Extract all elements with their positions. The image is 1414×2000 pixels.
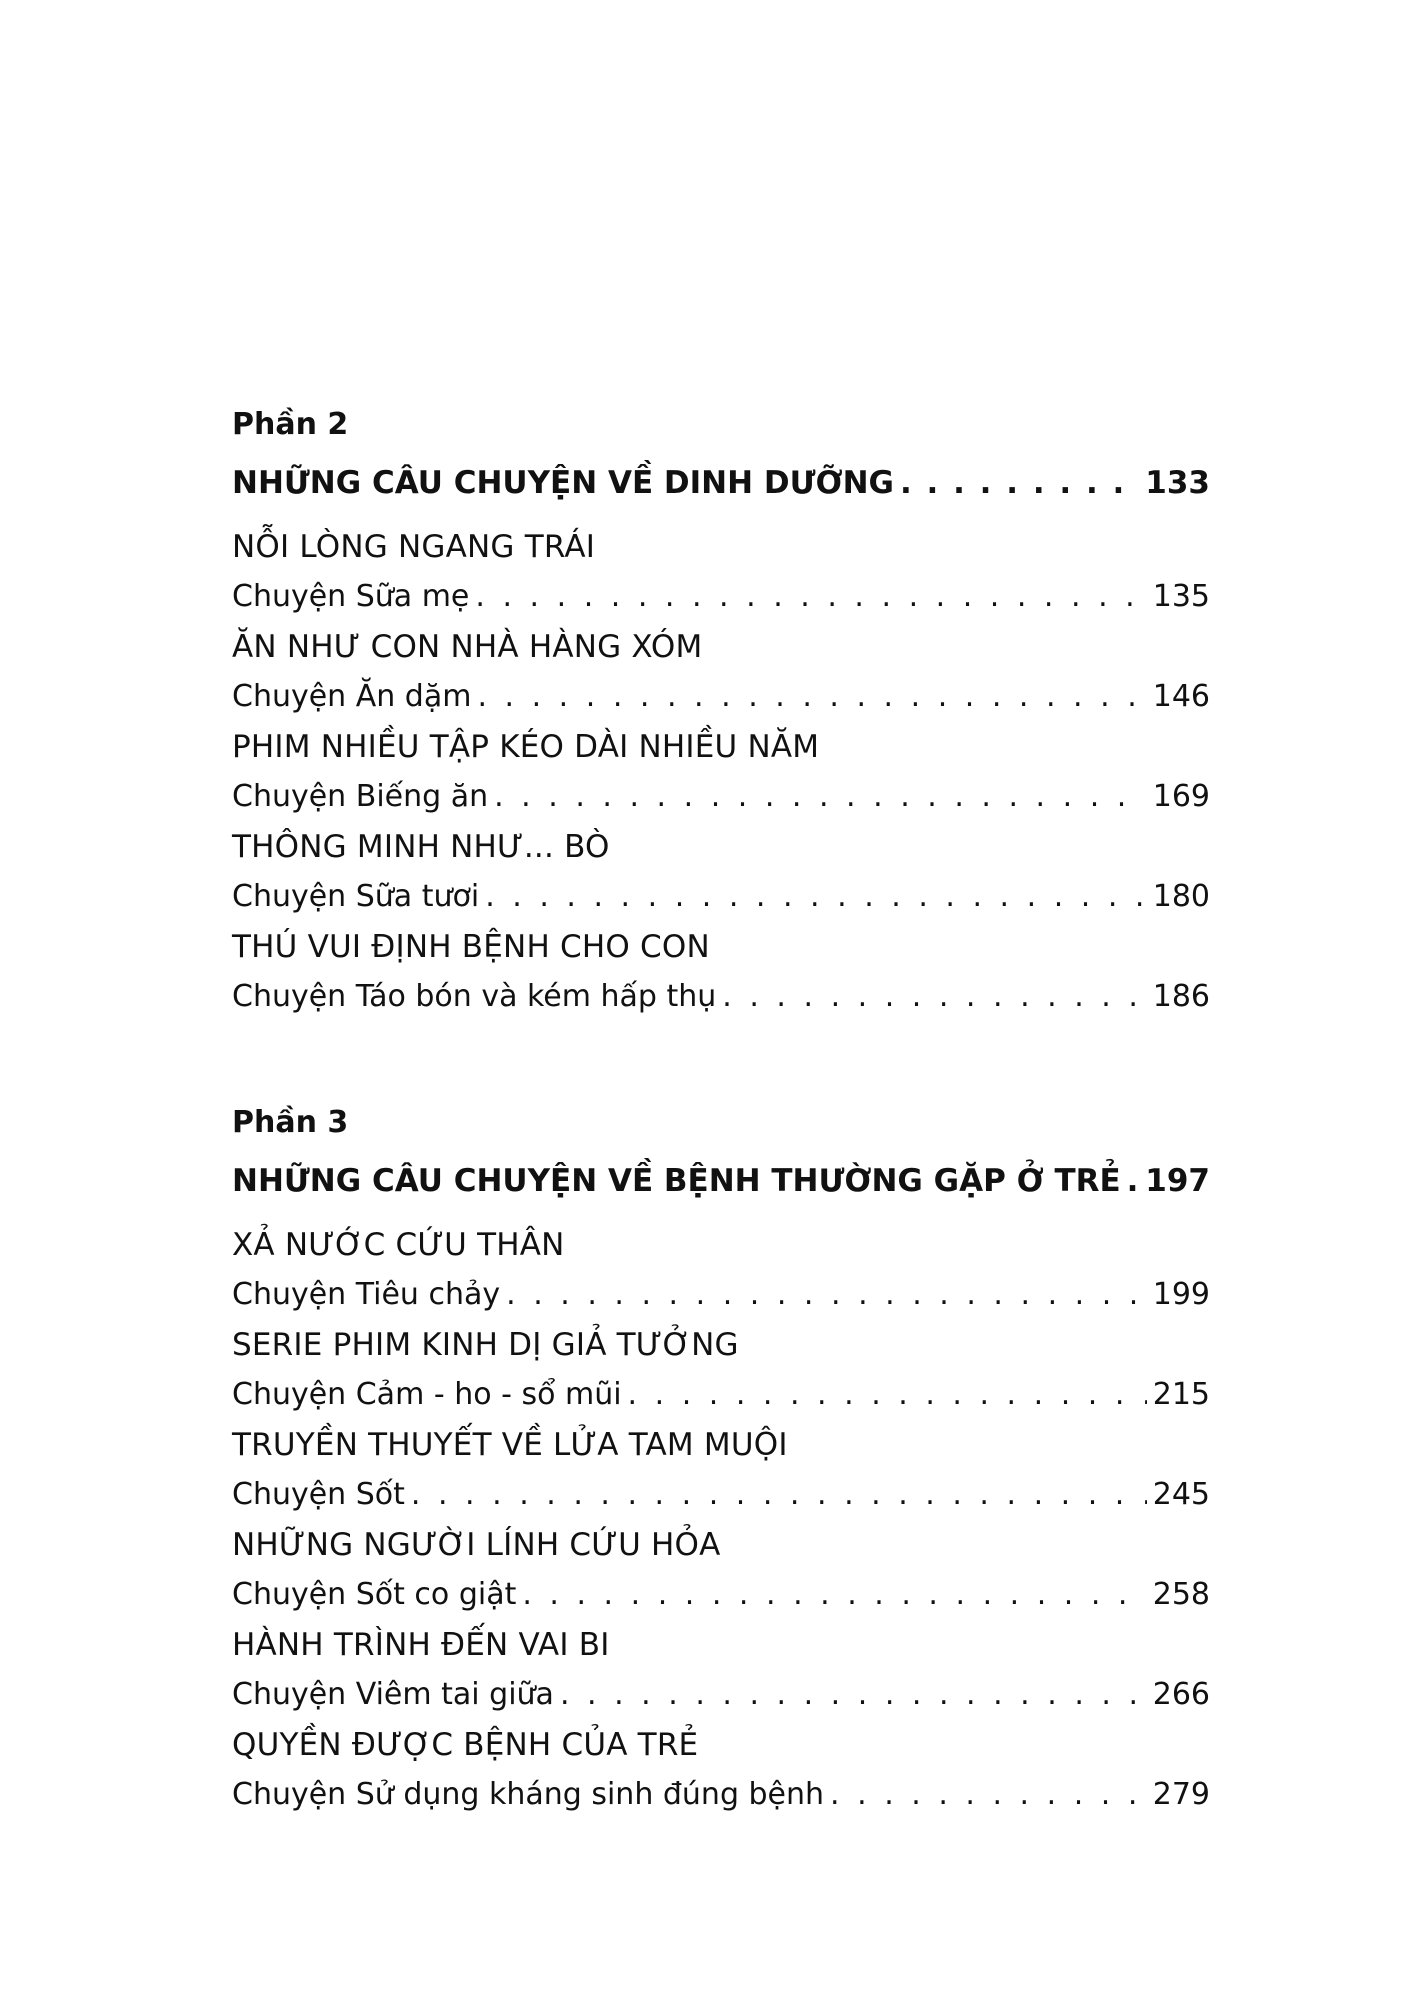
dot-leader (522, 1570, 1146, 1620)
page-number: 180 (1152, 879, 1210, 914)
dot-leader (506, 1270, 1147, 1320)
chapter-entry-row (232, 1470, 1210, 1520)
dot-leader (411, 1470, 1147, 1520)
chapter-title: THÚ VUI ĐỊNH BỆNH CHO CON (232, 929, 710, 965)
chapter-entry-row (232, 972, 1210, 1022)
chapter-title: HÀNH TRÌNH ĐẾN VAI BI (232, 1627, 610, 1663)
part-2-section (232, 406, 1210, 1022)
chapter-entry-row (232, 1370, 1210, 1420)
chapter-entry-row (232, 1270, 1210, 1320)
chapter-entry-row (232, 1770, 1210, 1820)
dot-leader (494, 772, 1147, 822)
part-label: Phần 3 (232, 1105, 349, 1140)
chapter-subtitle: Chuyện Sữa mẹ (232, 579, 470, 614)
page-number: 199 (1152, 1277, 1210, 1312)
chapter-title: XẢ NƯỚC CỨU THÂN (232, 1227, 565, 1263)
chapter-subtitle: Chuyện Sốt (232, 1477, 405, 1512)
chapter-subtitle: Chuyện Táo bón và kém hấp thụ (232, 979, 717, 1014)
chapter-subtitle: Chuyện Cảm - ho - sổ mũi (232, 1377, 622, 1412)
page-number: 266 (1152, 1677, 1210, 1712)
chapter-title: THÔNG MINH NHƯ... BÒ (232, 829, 610, 865)
dot-leader (900, 458, 1139, 508)
dot-leader (485, 872, 1147, 922)
part-title-row (232, 1156, 1210, 1206)
chapter-entry-row (232, 872, 1210, 922)
chapter-entry-row (232, 1570, 1210, 1620)
page-number: 279 (1152, 1777, 1210, 1812)
dot-leader (477, 672, 1146, 722)
page-number: 258 (1152, 1577, 1210, 1612)
page-number: 169 (1152, 779, 1210, 814)
chapter-subtitle: Chuyện Biếng ăn (232, 779, 489, 814)
chapter-subtitle: Chuyện Ăn dặm (232, 679, 472, 714)
page-number: 245 (1152, 1477, 1210, 1512)
chapter-entry-row (232, 572, 1210, 622)
dot-leader (1127, 1156, 1140, 1206)
chapter-title: SERIE PHIM KINH DỊ GIẢ TƯỞNG (232, 1327, 739, 1363)
chapter-title: PHIM NHIỀU TẬP KÉO DÀI NHIỀU NĂM (232, 729, 820, 765)
dot-leader (722, 972, 1146, 1022)
chapter-title: QUYỀN ĐƯỢC BỆNH CỦA TRẺ (232, 1727, 699, 1763)
dot-leader (830, 1770, 1147, 1820)
page-number: 146 (1152, 679, 1210, 714)
part-3-section (232, 1104, 1210, 1820)
chapter-subtitle: Chuyện Sốt co giật (232, 1577, 517, 1612)
part-title: NHỮNG CÂU CHUYỆN VỀ BỆNH THƯỜNG GẶP Ở TRẺ (232, 1163, 1121, 1199)
page-number: 197 (1145, 1163, 1210, 1199)
table-of-contents (232, 406, 1210, 1902)
dot-leader (628, 1370, 1147, 1420)
chapter-entry-row (232, 672, 1210, 722)
chapter-entry-row (232, 1670, 1210, 1720)
page-number: 215 (1152, 1377, 1210, 1412)
dot-leader (560, 1670, 1147, 1720)
chapter-entry-row (232, 772, 1210, 822)
chapter-subtitle: Chuyện Sử dụng kháng sinh đúng bệnh (232, 1777, 825, 1812)
part-title: NHỮNG CÂU CHUYỆN VỀ DINH DƯỠNG (232, 465, 894, 501)
chapter-title: TRUYỀN THUYẾT VỀ LỬA TAM MUỘI (232, 1427, 788, 1463)
page-number: 135 (1152, 579, 1210, 614)
page-number: 186 (1152, 979, 1210, 1014)
part-label: Phần 2 (232, 407, 349, 442)
dot-leader (475, 572, 1146, 622)
chapter-subtitle: Chuyện Tiêu chảy (232, 1277, 501, 1312)
page-number: 133 (1145, 465, 1210, 501)
chapter-title: ĂN NHƯ CON NHÀ HÀNG XÓM (232, 629, 703, 665)
chapter-subtitle: Chuyện Sữa tươi (232, 879, 480, 914)
chapter-title: NHỮNG NGƯỜI LÍNH CỨU HỎA (232, 1527, 721, 1563)
chapter-subtitle: Chuyện Viêm tai giữa (232, 1677, 554, 1712)
part-title-row (232, 458, 1210, 508)
chapter-title: NỖI LÒNG NGANG TRÁI (232, 529, 596, 565)
